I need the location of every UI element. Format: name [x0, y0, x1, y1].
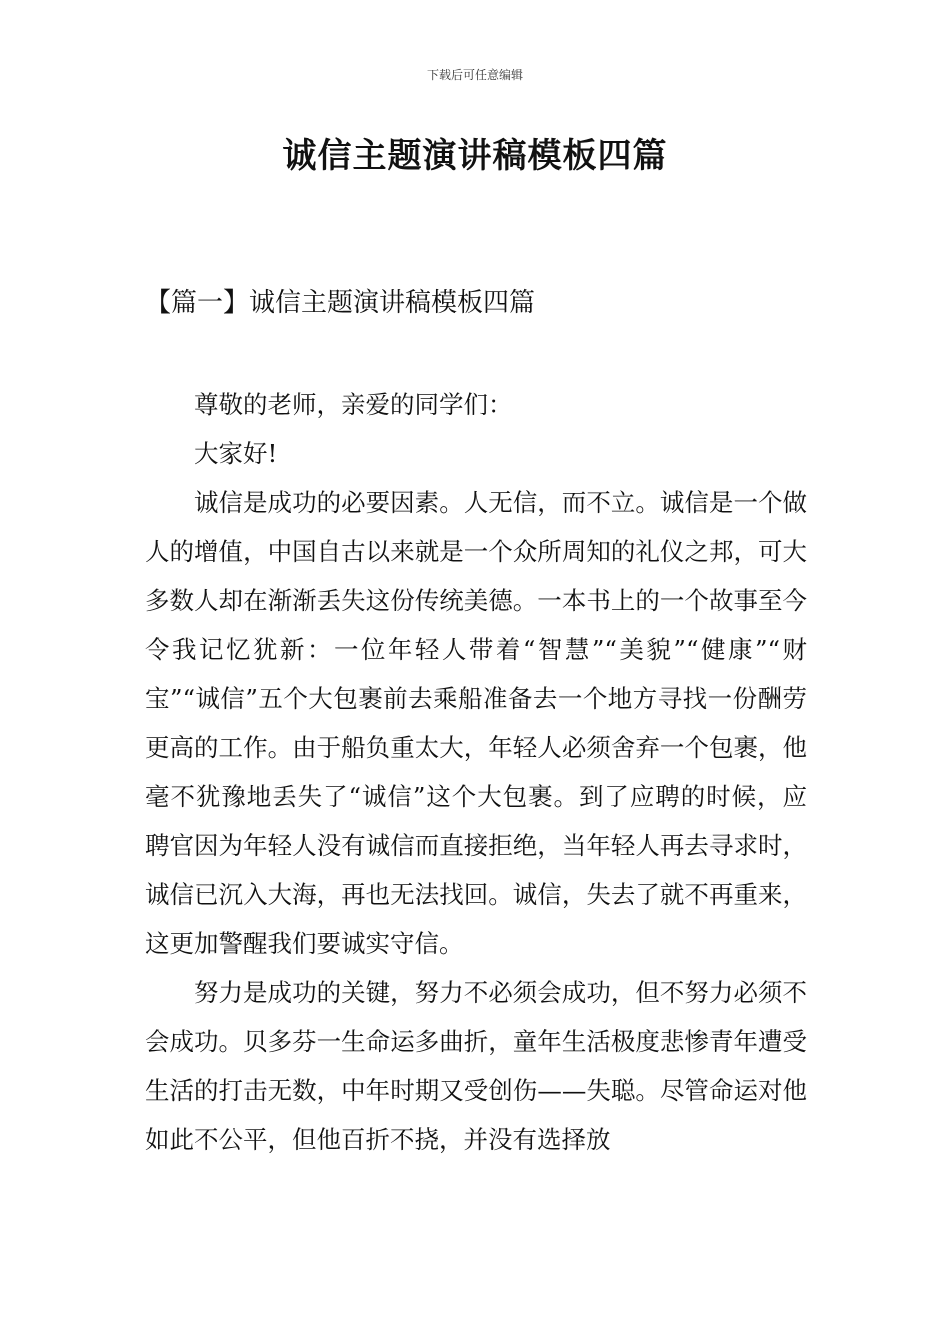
paragraph-salutation: 尊敬的老师，亲爱的同学们：: [194, 390, 513, 419]
paragraph-integrity: 诚信是成功的必要因素。人无信，而不立。诚信是一个做人的增值，中国自古以来就是一个众所周知的礼仪之邦，可大多数人却在渐渐丢失这份传统美德。一本书上的一个故事至今令我记忆犹新：一位年轻人带着“智慧”“美貌”“健康”“财宝”“诚信”五个大包裹前去乘船准备去一个地方寻找一份酬劳更高的工作。由于船负重太大，年轻人必须舍弃一个包裹，他毫不犹豫地丢失了“诚信”这个大包裹。到了应聘的时候，应聘官因为年轻人没有诚信而直接拒绝，当年轻人再去寻求时，诚信已沉入大海，再也无法找回。诚信，失去了就不再重来，这更加警醒我们要诚实守信。: [145, 488, 807, 958]
paragraph-greeting: 大家好!: [194, 439, 278, 468]
section-heading: 【篇一】诚信主题演讲稿模板四篇: [145, 288, 536, 318]
header-note: 下载后可任意编辑: [426, 68, 523, 82]
paragraph-effort: 努力是成功的关键，努力不必须会成功，但不努力必须不会成功。贝多芬一生命运多曲折，童年生活极度悲惨青年遭受生活的打击无数，中年时期又受创伤——失聪。尽管命运对他如此不公平，但他百折不挠，并没有选择放: [145, 978, 807, 1154]
document-title: 诚信主题演讲稿模板四篇: [282, 136, 668, 176]
document-body: [145, 380, 807, 1164]
